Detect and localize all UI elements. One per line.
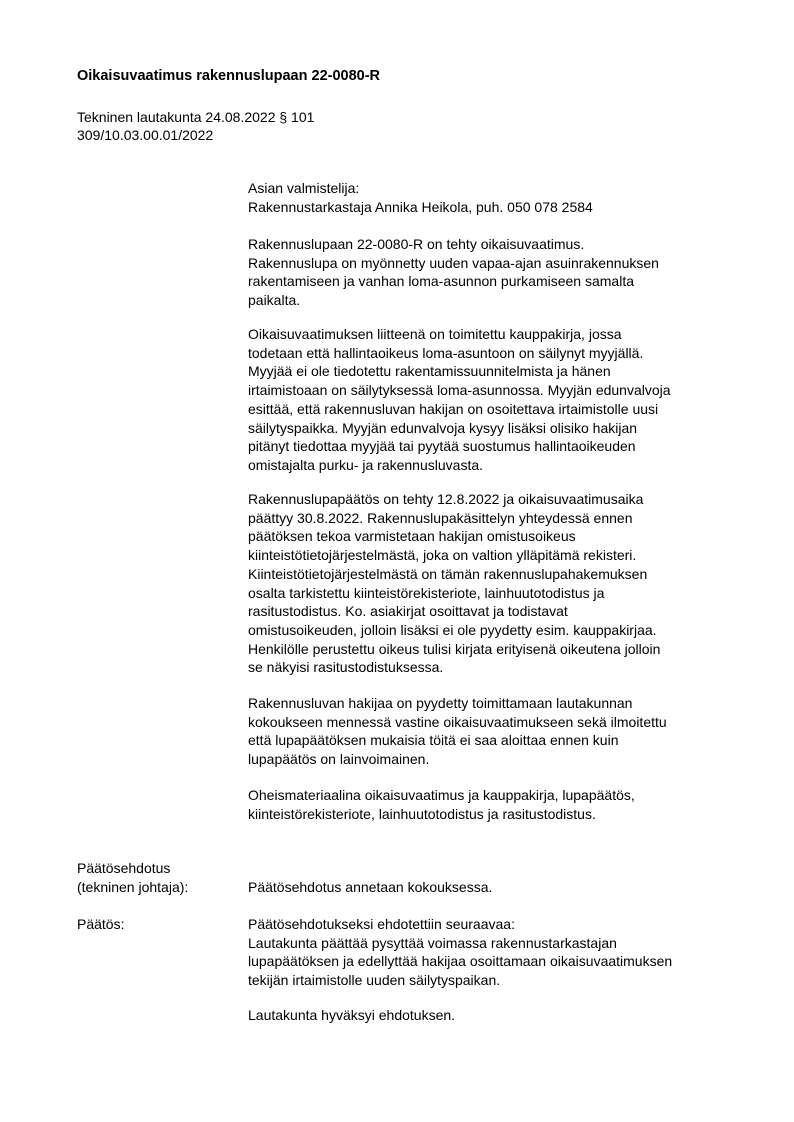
text-line: päätöksen tekoa varmistetaan hakijan omistusoikeus — [248, 528, 576, 545]
record-id: 309/10.03.00.01/2022 — [77, 127, 214, 143]
paragraph-3 — [248, 490, 768, 677]
text-line: lupapäätöksen ja edellyttää hakijaa osoittamaan oikaisuvaatimuksen — [248, 953, 673, 970]
text-line: todetaan että hallintaoikeus loma-asuntoon on säilynyt myyjällä. — [248, 344, 644, 361]
text-line: Henkilölle perustettu oikeus tulisi kirjata erityisenä oikeutena jolloin — [248, 640, 661, 657]
text-line: Rakennusluvan hakijaa on pyydetty toimittamaan lautakunnan — [248, 695, 633, 711]
proposal-label-line: (tekninen johtaja): — [77, 878, 189, 895]
proposal-text — [248, 878, 768, 897]
text-line: rasitustodistus. Ko. asiakirjat osoittavat ja todistavat — [248, 603, 568, 620]
paragraph-5 — [248, 786, 768, 823]
text-line: rakentamiseen ja vanhan loma-asunnon purkamiseen samalta — [248, 273, 634, 290]
text-line: Rakennuslupa on myönnetty uuden vapaa-ajan asuinrakennuksen — [248, 254, 659, 271]
meeting-reference: Tekninen lautakunta 24.08.2022 § 101 — [77, 109, 315, 125]
decision-paragraph-1 — [248, 915, 768, 990]
document-title: Oikaisuvaatimus rakennuslupaan 22-0080-R — [77, 68, 381, 84]
text-line: Rakennuslupapäätös on tehty 12.8.2022 ja oikaisuvaatimusaika — [248, 491, 644, 507]
text-line: säilytyspaikka. Myyjän edunvalvoja kysyy lisäksi olisiko hakijan — [248, 419, 638, 436]
text-line: Päätösehdotukseksi ehdotettiin seuraavaa: — [248, 916, 515, 932]
text-line: pitänyt tiedottaa myyjää tai pyytää suostumus hallintaoikeuden — [248, 438, 636, 455]
text-line: Lautakunta hyväksyi ehdotuksen. — [248, 1007, 456, 1023]
text-line: päättyy 30.8.2022. Rakennuslupakäsittelyn yhteydessä ennen — [248, 509, 633, 526]
text-line: esittää, että rakennusluvan hakijan on osoitettava irtaimistolle uusi — [248, 400, 659, 417]
text-line: Oheismateriaalina oikaisuvaatimus ja kauppakirja, lupapäätös, — [248, 787, 635, 803]
paragraph-2 — [248, 325, 768, 475]
preparer-label: Asian valmistelija: — [248, 180, 360, 196]
text-line: osalta tarkistettu kiinteistörekisteriote, lainhuutotodistus ja — [248, 584, 605, 601]
text-line: Kiinteistötietojärjestelmästä on tämän rakennuslupahakemuksen — [248, 565, 648, 582]
preparer-block — [248, 179, 768, 216]
text-line: se näkyisi rasitustodistuksessa. — [248, 659, 444, 676]
paragraph-1 — [248, 235, 768, 310]
text-line: paikalta. — [248, 292, 301, 309]
text-line: kiinteistörekisteriote, lainhuutotodistus ja rasitustodistus. — [248, 805, 596, 822]
text-line: Rakennuslupaan 22-0080-R on tehty oikaisuvaatimus. — [248, 236, 585, 252]
text-line: omistajalta purku- ja rakennusluvasta. — [248, 456, 484, 473]
proposal-label-line: Päätösehdotus — [77, 860, 171, 876]
text-line: Lautakunta päättää pysyttää voimassa rakennustarkastajan — [248, 934, 617, 951]
text-line: kokoukseen mennessä vastine oikaisuvaatimukseen sekä ilmoitettu — [248, 713, 667, 730]
proposal-label — [77, 859, 188, 896]
text-line: että lupapäätöksen mukaisia töitä ei saa aloittaa ennen kuin — [248, 732, 619, 749]
text-line: omistusoikeuden, jolloin lisäksi ei ole pyydetty esim. kauppakirjaa. — [248, 621, 657, 638]
proposal-text-line: Päätösehdotus annetaan kokouksessa. — [248, 879, 493, 895]
decision-label: Päätös: — [77, 916, 125, 932]
paragraph-4 — [248, 694, 768, 769]
text-line: lupapäätös on lainvoimainen. — [248, 751, 430, 768]
text-line: kiinteistötietojärjestelmästä, joka on valtion ylläpitämä rekisteri. — [248, 547, 637, 564]
text-line: tekijän irtaimistolle uuden säilytyspaikan. — [248, 972, 501, 989]
text-line: Myyjää ei ole tiedotettu rakentamissuunnitelmista ja hänen — [248, 363, 611, 380]
decision-paragraph-2 — [248, 1006, 768, 1025]
text-line: Oikaisuvaatimuksen liitteenä on toimitettu kauppakirja, jossa — [248, 326, 622, 342]
preparer-name: Rakennustarkastaja Annika Heikola, puh. 050 078 2584 — [248, 198, 593, 215]
text-line: irtaimistoaan on säilytyksessä loma-asunnossa. Myyjän edunvalvoja — [248, 382, 671, 399]
